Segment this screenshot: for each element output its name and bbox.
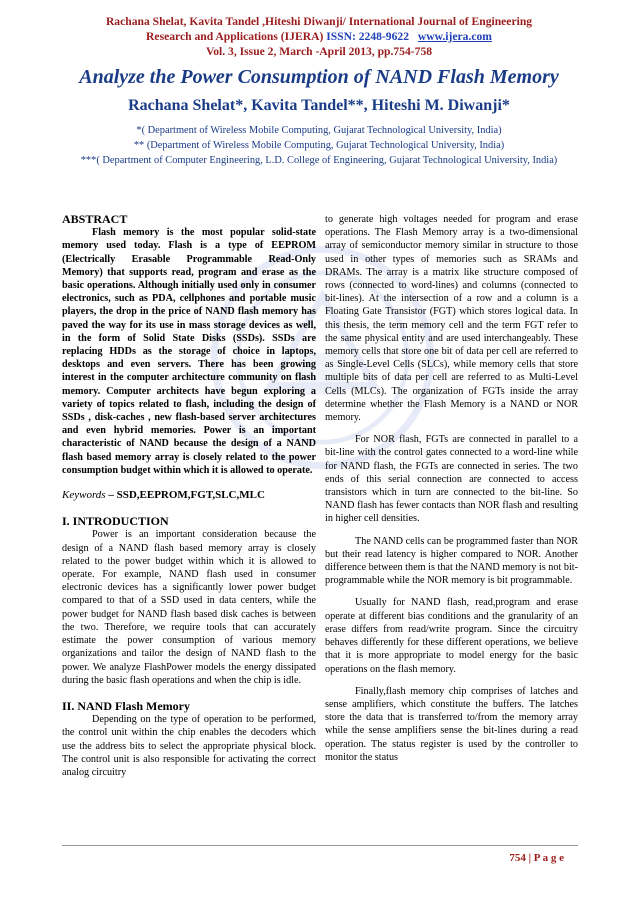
right-paragraph-4: Usually for NAND flash, read,program and erase operate at different bias conditions and the granularity of an erase differs from read/write program. Since the circuitry behaves differently for these different operations, we believe that it is more appropriate to model energy for the basic operations on the flash memory. [325,597,578,675]
issn-label: ISSN: 2248-9622 [326,30,409,43]
keywords [62,489,316,502]
left-column [62,213,316,779]
section-introduction-body: Power is an important consideration because the design of a NAND flash based memory array is closely related to the power budget within which it is allowed to operate. For example, NAND flash used in consumer electronic devices has a significantly lower power budget compared to that of a SSD used in data centers, while the power budget for NAND flash based disk caches is between the two. Therefore, we require tools that can accurately estimate the power consumption of various memory organizations and tailor the design of NAND flash to the power. We analyze FlashPower models the energy dissipated during the basic flash operations and when the chip is idle. [62,529,316,686]
right-column [325,213,578,764]
right-paragraph-3: The NAND cells can be programmed faster than NOR but their read latency is higher compared to NOR. Another difference between them is that the NAND memory is not bit-programmable while the NOR memory is bit programmable. [325,535,578,587]
abstract-heading: ABSTRACT [62,212,128,226]
header-line-1: Rachana Shelat, Kavita Tandel ,Hiteshi Diwanji/ International Journal of Engineering [105,15,533,28]
journal-header [0,14,638,59]
header-line-2 [0,29,638,44]
header-line-3: Vol. 3, Issue 2, March -April 2013, pp.754-758 [205,45,433,58]
section-nand-title: II. NAND Flash Memory [62,698,190,713]
abstract-body: Flash memory is the most popular solid-state memory used today. Flash is a type of EEPROM (Electrically Erasable Programmable Read-Only Memory) that supports read, program and erase as the basic operations. Although initially used only in consumer electronics, such as PDA, cellphones and portable music players, the drop in the price of NAND flash memory has paved the way for its use in mass storage devices as well, in the form of Solid State Disks (SSDs). SSDs are replacing HDDs as the storage of choice in laptops, desktops and even servers. There has been growing interest in the computer architecture community on flash memory. Computer architects have begun exploring a variety of topics related to flash, including the design of SSDs , disk-caches , new flash-based server architectures and even hybrid memories. Power is an important characteristic of NAND because the design of a NAND flash based memory array is closely related to the power consumption budget within which it is allowed to operate. [62,227,316,476]
right-paragraph-2: For NOR flash, FGTs are connected in parallel to a bit-line with the control gates connected to a word-line while for NAND flash, the FGTs are connected in series. The two ends of this serial connection are connected to access transistors which in turn are connected to the bit-line. So NAND flash has fewer contacts than NOR flash and resulting in higher cell densities. [325,434,578,525]
journal-website-link[interactable]: www.ijera.com [417,30,492,43]
affiliation-2: ** (Department of Wireless Mobile Computing, Gujarat Technological University, India) [133,140,505,151]
paper-authors: Rachana Shelat*, Kavita Tandel**, Hiteshi M. Diwanji* [128,97,510,114]
right-paragraph-5: Finally,flash memory chip comprises of latches and sense amplifiers, which constitute the buffers. The latches store the data that is transferred to/from the memory array while the sense amplifiers sense the bit-lines during a read operation. The status register is used by the controller to monitor the status [325,685,578,763]
page-number: 754 | P a g e [509,852,564,864]
keywords-label: Keywords [62,489,106,502]
paper-title: Analyze the Power Consumption of NAND Flash Memory [79,66,559,88]
journal-name: Research and Applications (IJERA) [146,30,324,43]
author-affiliations [40,123,598,168]
affiliation-3: ***( Department of Computer Engineering, L.D. College of Engineering, Gujarat Technological University, India) [80,155,558,166]
right-paragraph-1: to generate high voltages needed for program and erase operations. The Flash Memory array is a two-dimensional array of semiconductor memory similar in structure to those used in other types of memories such as SRAMs and DRAMs. The array is a matrix like structure composed of rows (connected to word-lines) and columns (connected to bit-lines). At the intersection of a row and a column is a Floating Gate Transistor (FGT) which stores logical data. In this thesis, the term memory cell and the term FGT refer to the same physical entity and are used interchangeably. These memory cells that store one bit of data per cell are referred to as Single-Level Cells (SLCs), while memory cells that store multiple bits of data per cell are referred to as Multi-Level Cells (MLCs). The organization of FGTs inside the array determine whether the Flash Memory is a NAND or NOR memory. [325,214,578,424]
keywords-values: – SSD,EEPROM,FGT,SLC,MLC [108,489,265,502]
section-introduction-title: I. INTRODUCTION [62,514,169,529]
section-nand-body: Depending on the type of operation to be performed, the control unit within the chip enables the decoders which use the address bits to select the appropriate physical block. The control unit is also responsible for activating the correct analog circuitry [62,714,316,778]
footer-divider [62,845,578,846]
affiliation-1: *( Department of Wireless Mobile Computing, Gujarat Technological University, India) [136,125,502,136]
